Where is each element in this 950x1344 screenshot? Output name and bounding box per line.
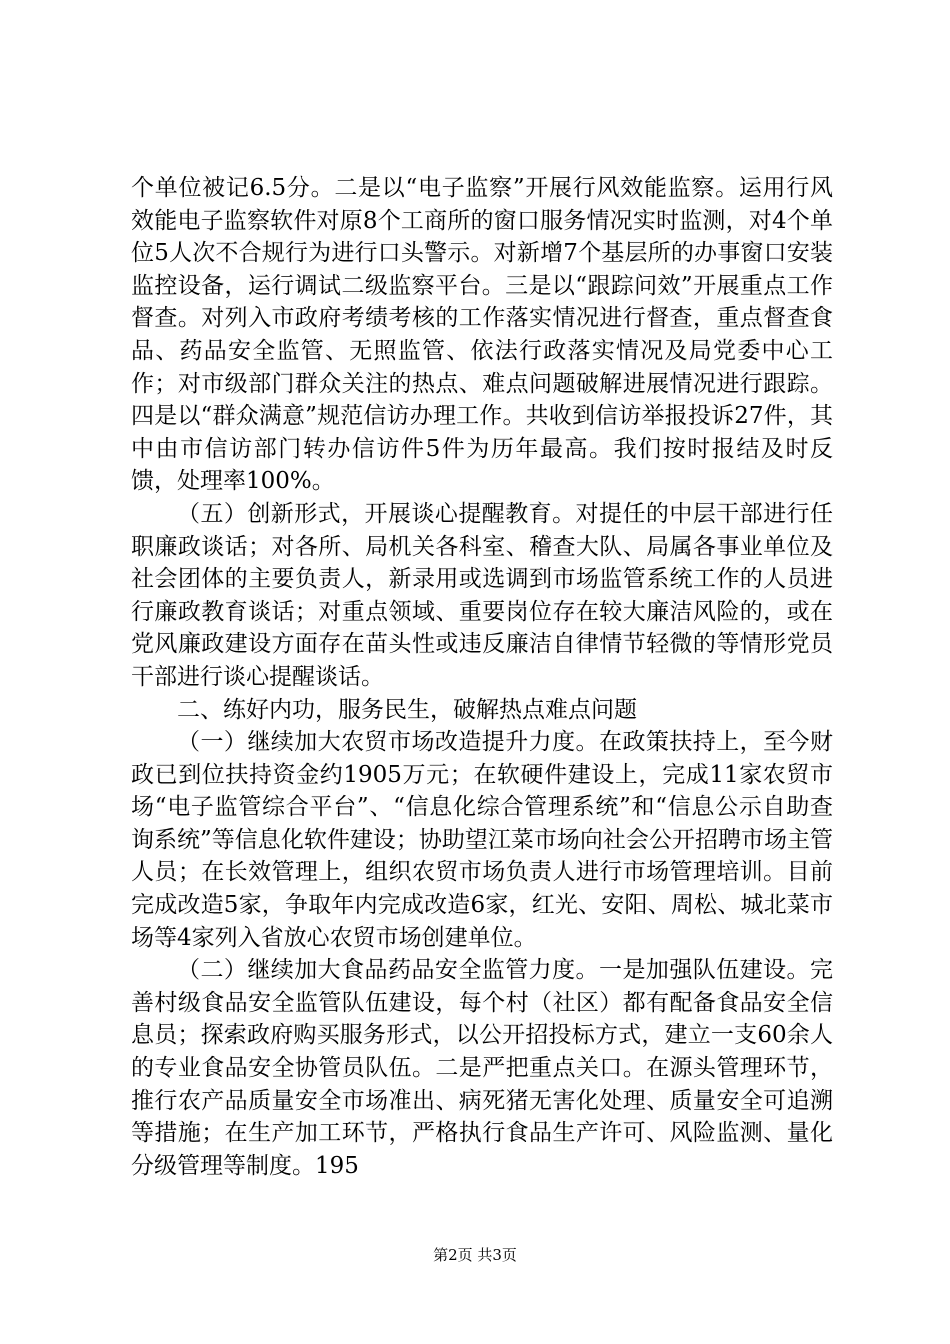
paragraph-section-five: （五）创新形式，开展谈心提醒教育。对提任的中层干部进行任职廉政谈话；对各所、局机关各科室、稽查大队、局属各事业单位及社会团体的主要负责人，新录用或选调到市场监管系统工作的人员进行廉政教育谈话；对重点领域、重要岗位存在较大廉洁风险的，或在党风廉政建设方面存在苗头性或违反廉洁自律情节轻微的等情形党员干部进行谈心提醒谈话。 xyxy=(131,500,833,690)
page-number-footer: 第2页 共3页 xyxy=(433,1246,517,1264)
paragraph-continued: 个单位被记6.5分。二是以“电子监察”开展行风效能监察。运用行风效能电子监察软件对原8个工商所的窗口服务情况实时监测，对4个单位5人次不合规行为进行口头警示。对新增7个基层所的办事窗口安装监控设备，运行调试二级监察平台。三是以“跟踪问效”开展重点工作督查。对列入市政府考绩考核的工作落实情况进行督查，重点督查食品、药品安全监管、无照监管、依法行政落实情况及局党委中心工作；对市级部门群众关注的热点、难点问题破解进展情况进行跟踪。四是以“群众满意”规范信访办理工作。共收到信访举报投诉27件，其中由市信访部门转办信访件5件为历年最高。我们按时报结及时反馈，处理率100%。 xyxy=(131,175,833,495)
paragraph-market-renovation: （一）继续加大农贸市场改造提升力度。在政策扶持上，至今财政已到位扶持资金约1905万元；在软硬件建设上，完成11家农贸市场“电子监管综合平台”、“信息化综合管理系统”和“信息公示自助查询系统”等信息化软件建设；协助望江菜市场向社会公开招聘市场主管人员；在长效管理上，组织农贸市场负责人进行市场管理培训。目前完成改造5家，争取年内完成改造6家，红光、安阳、周松、城北菜市场等4家列入省放心农贸市场创建单位。 xyxy=(131,729,833,951)
section-heading-two: 二、练好内功，服务民生，破解热点难点问题 xyxy=(177,696,637,723)
document-body xyxy=(131,172,833,1182)
paragraph-food-drug-safety: （二）继续加大食品药品安全监管力度。一是加强队伍建设。完善村级食品安全监管队伍建设，每个村（社区）都有配备食品安全信息员；探索政府购买服务形式，以公开招投标方式，建立一支60余人的专业食品安全协管员队伍。二是严把重点关口。在源头管理环节，推行农产品质量安全市场准出、病死猪无害化处理、质量安全可追溯等措施；在生产加工环节，严格执行食品生产许可、风险监测、量化分级管理等制度。195 xyxy=(131,957,833,1179)
